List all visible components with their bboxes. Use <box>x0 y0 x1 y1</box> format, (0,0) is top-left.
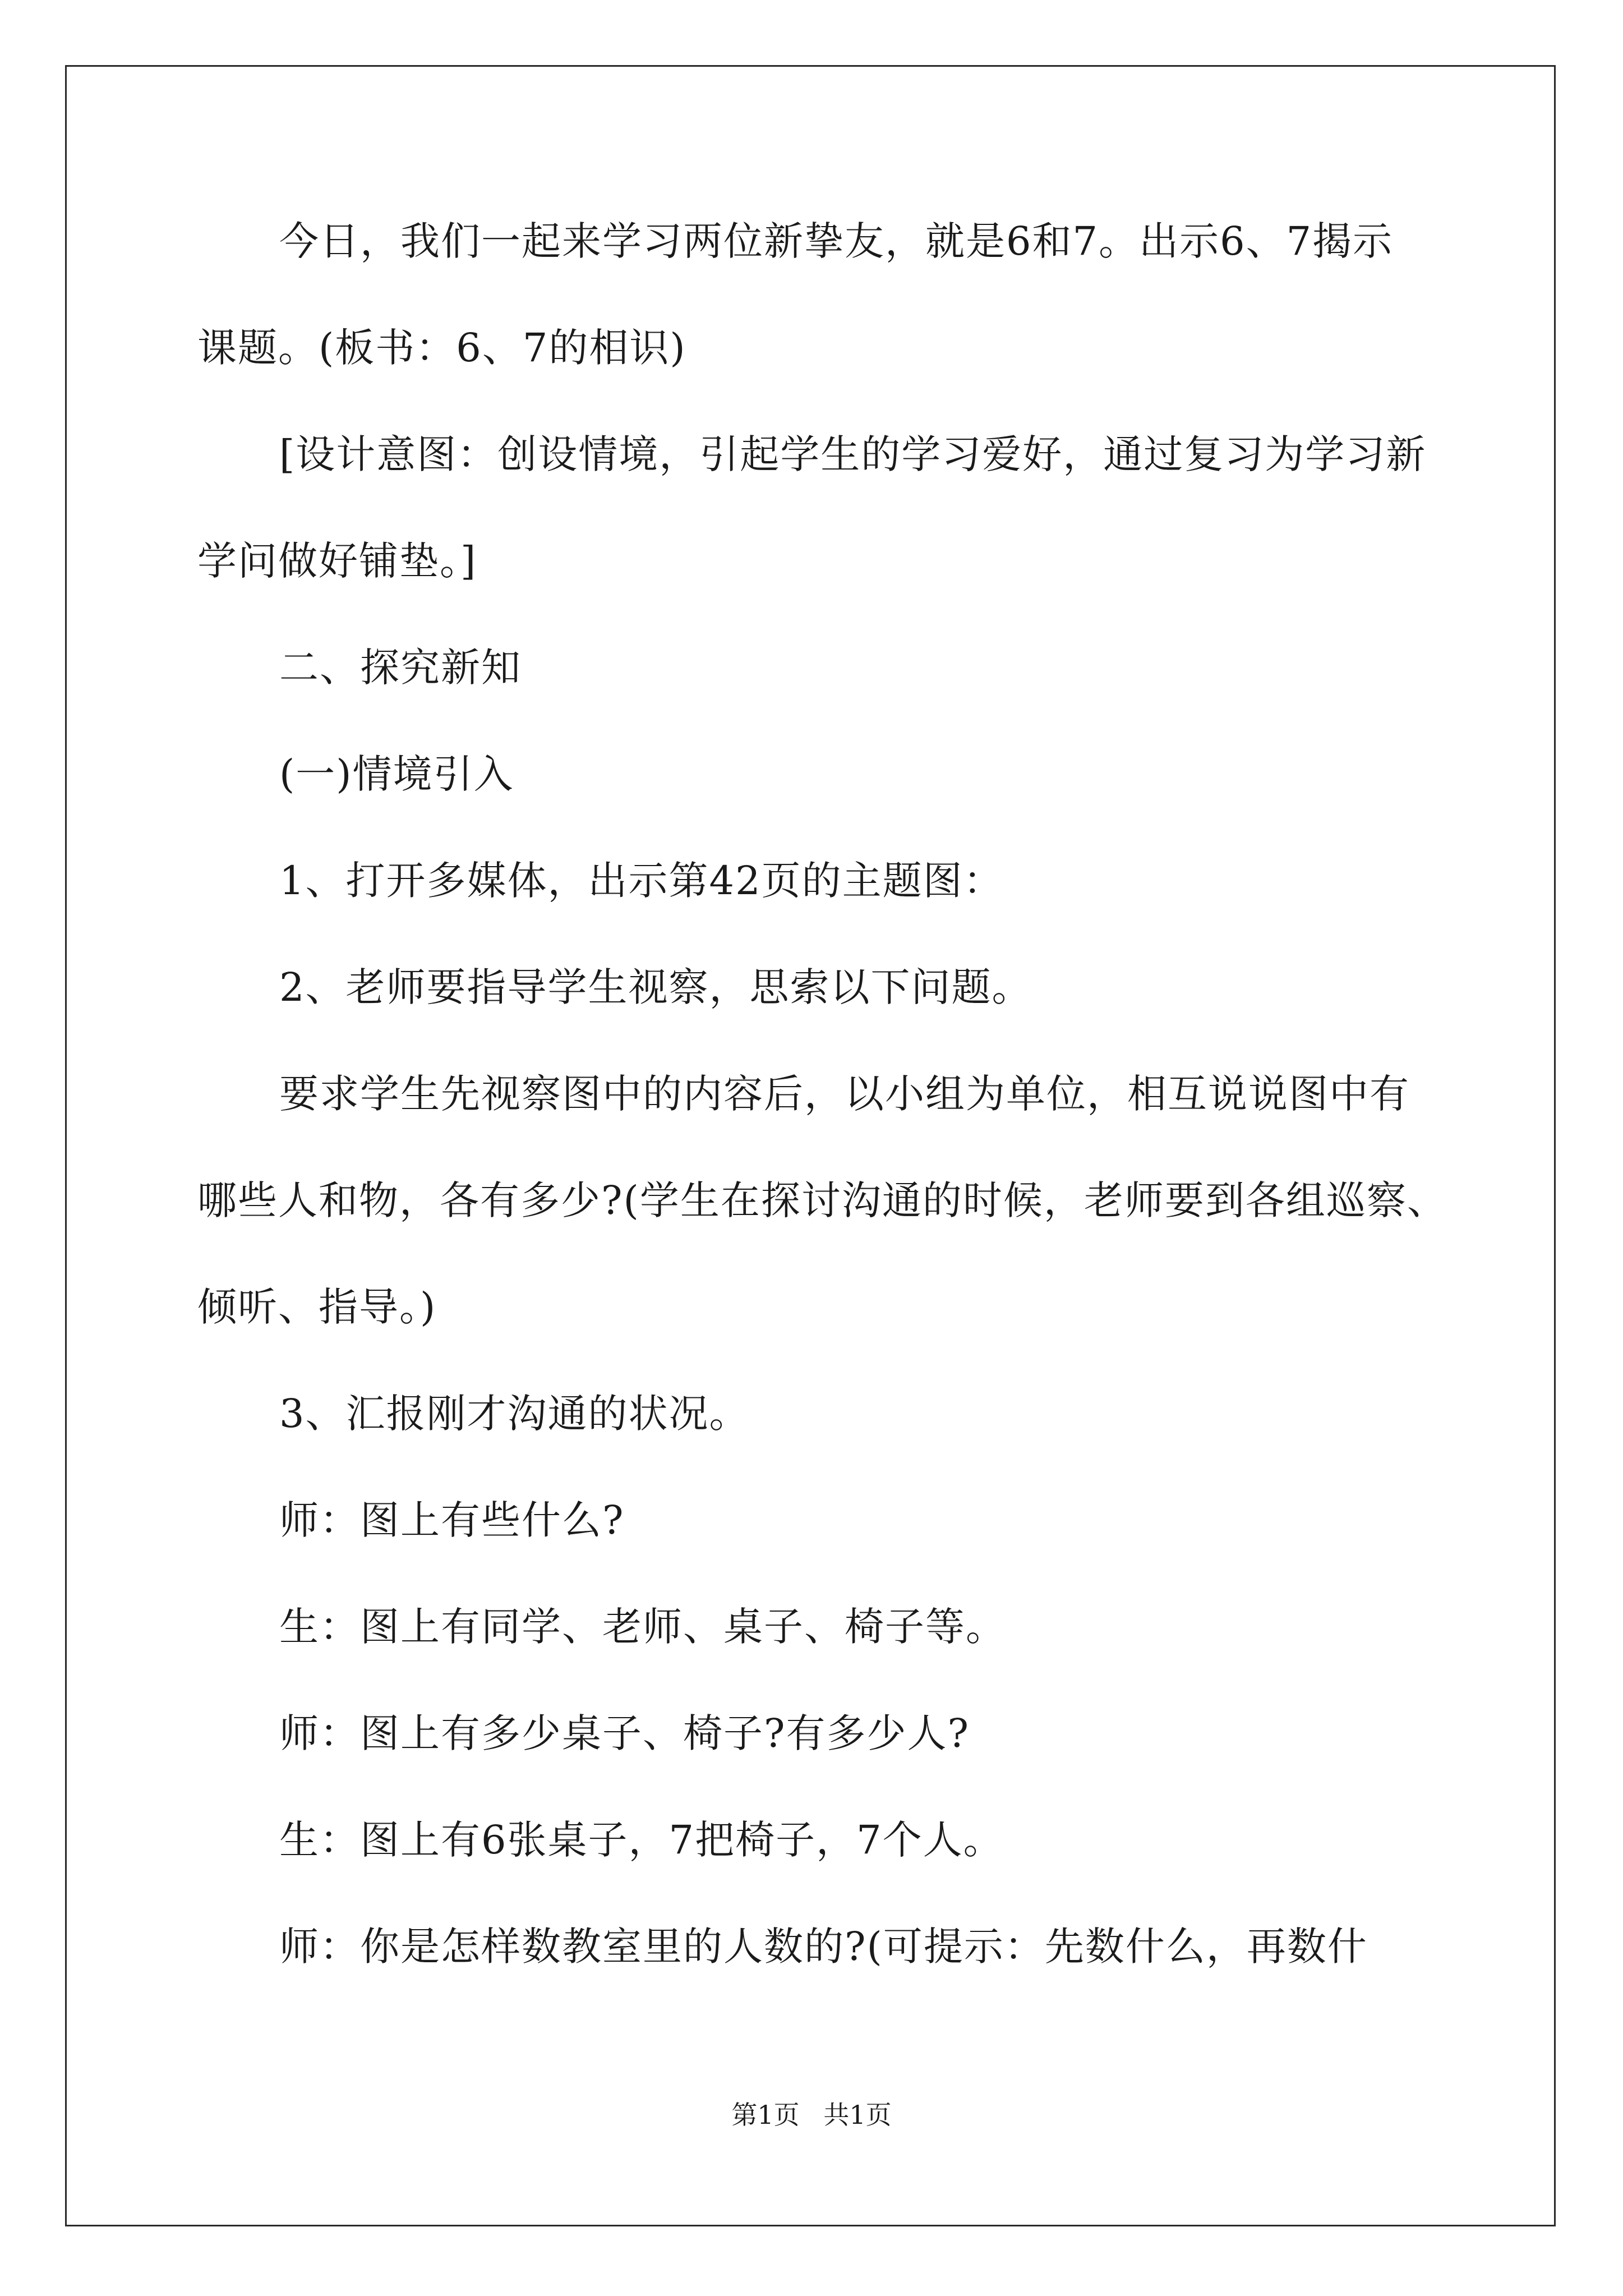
text-line: 倾听、指导。) <box>197 1284 437 1330</box>
text-line: 今日，我们一起来学习两位新挚友，就是6和7。出示6、7揭示 <box>279 218 1394 264</box>
text-line: 1、打开多媒体，出示第42页的主题图： <box>279 858 1004 904</box>
text-line: 生：图上有6张桌子，7把椅子，7个人。 <box>279 1817 1004 1863</box>
text-line: 生：图上有同学、老师、桌子、椅子等。 <box>279 1604 1006 1650</box>
section-heading: 二、探究新知 <box>279 645 522 691</box>
text-line: 2、老师要指导学生视察，思索以下问题。 <box>279 964 1032 1010</box>
text-line: 要求学生先视察图中的内容后，以小组为单位，相互说说图中有 <box>279 1071 1410 1117</box>
page-total: 共1页 <box>823 2100 892 2130</box>
page-number: 第1页 <box>731 2100 800 2130</box>
text-line: 师：图上有些什么? <box>279 1497 625 1543</box>
text-line: 学问做好铺垫。] <box>197 538 477 584</box>
text-line: [设计意图：创设情境，引起学生的学习爱好，通过复习为学习新 <box>279 431 1427 477</box>
subsection-heading: (一)情境引入 <box>279 751 514 797</box>
text-line: 课题。(板书：6、7的相识) <box>197 325 686 371</box>
page-border <box>65 65 1556 2226</box>
text-line: 师：你是怎样数教室里的人数的?(可提示：先数什么，再数什 <box>279 1924 1368 1970</box>
text-line: 3、汇报刚才沟通的状况。 <box>279 1391 750 1437</box>
page-footer <box>0 2098 1623 2132</box>
text-line: 哪些人和物，各有多少?(学生在探讨沟通的时候，老师要到各组巡察、 <box>197 1177 1447 1223</box>
text-line: 师：图上有多少桌子、椅子?有多少人? <box>279 1710 970 1756</box>
